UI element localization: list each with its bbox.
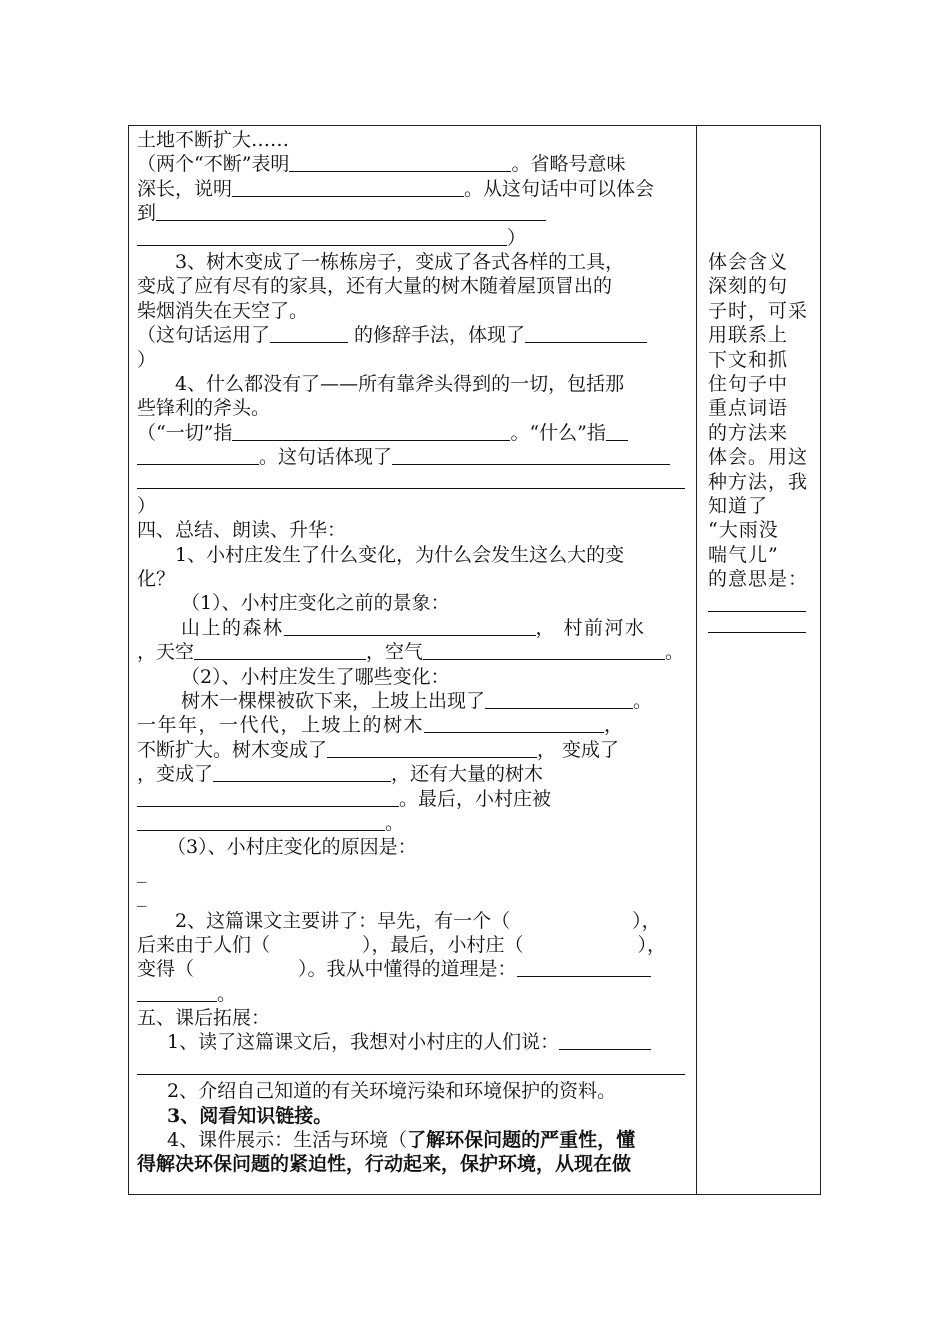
- blank[interactable]: [232, 177, 464, 197]
- side-line: 种方法，我: [708, 470, 809, 493]
- side-line: 住句子中: [708, 372, 789, 395]
- blank[interactable]: [232, 421, 510, 441]
- blank[interactable]: [517, 957, 651, 977]
- question-3: 3、树木变成了一栋栋房子，变成了各式各样的工具，: [175, 250, 625, 273]
- side-line: 知道了: [708, 494, 769, 517]
- fill-line: 到: [137, 201, 693, 225]
- fill-line: 。: [137, 982, 693, 1006]
- side-line: “大雨没: [708, 519, 779, 542]
- blank[interactable]: [137, 469, 685, 489]
- text-line: 柴烟消失在天空了。: [137, 299, 309, 322]
- blank[interactable]: [156, 201, 546, 221]
- fill-line: [137, 469, 693, 493]
- blank[interactable]: [423, 640, 665, 660]
- side-line: 喘气儿”: [708, 543, 779, 566]
- blank-dash: _: [137, 885, 147, 908]
- side-line: 体会含义: [708, 251, 789, 273]
- side-line: 体会。用这: [708, 446, 809, 469]
- blank[interactable]: [270, 323, 348, 343]
- fill-line: ，变成了 ，还有大量的树木: [137, 763, 544, 786]
- side-line: 的方法来: [708, 421, 789, 444]
- text-line: 变成了应有尽有的家具，还有大量的树木随着屋顶冒出的: [137, 275, 613, 298]
- fill-line: 后来由于人们（ ），最后，小村庄（ ），: [137, 933, 667, 956]
- text-line: 3、阅看知识链接。: [167, 1104, 333, 1127]
- blank[interactable]: [284, 616, 536, 636]
- fill-line: ）: [137, 226, 693, 250]
- side-line: 的意思是：: [708, 568, 809, 591]
- fill-line: 不断扩大。树木变成了 ， 变成了: [137, 738, 620, 761]
- blank[interactable]: [289, 152, 511, 172]
- fill-line: 1、读了这篇课文后，我想对小村庄的人们说：: [137, 1030, 693, 1054]
- fill-line: 树木一棵棵被砍下来，上坡上出现了 。: [181, 689, 653, 712]
- side-line: 深刻的句: [708, 275, 789, 298]
- blank[interactable]: [194, 640, 366, 660]
- sub-heading: （3）、小村庄变化的原因是：: [167, 836, 417, 859]
- fill-line: 山上的森林 ， 村前河水: [181, 616, 646, 639]
- section-heading: 五、课后拓展：: [137, 1007, 271, 1030]
- fill-line: （“一切”指 。“什么”指: [137, 421, 693, 445]
- fill-line: 。这句话体现了: [137, 445, 693, 469]
- blank[interactable]: [137, 1055, 685, 1075]
- blank[interactable]: [485, 689, 633, 709]
- blank[interactable]: [525, 323, 647, 343]
- blank[interactable]: [137, 787, 399, 807]
- question-2: 2、这篇课文主要讲了：早先，有一个（ ），: [175, 909, 661, 932]
- sub-heading: （1）、小村庄变化之前的景象：: [181, 592, 450, 615]
- blank[interactable]: [213, 762, 391, 782]
- side-blank[interactable]: [708, 612, 806, 633]
- side-line: 重点词语: [708, 397, 789, 420]
- blank[interactable]: [559, 1030, 651, 1050]
- text-line: 土地不断扩大……: [137, 129, 290, 151]
- blank[interactable]: [137, 445, 259, 465]
- blank[interactable]: [327, 738, 537, 758]
- blank[interactable]: [424, 713, 604, 733]
- fill-line: 深长，说明 。从这句话中可以体会: [137, 177, 655, 200]
- fill-line: [137, 1055, 693, 1079]
- sub-heading: （2）、小村庄发生了哪些变化：: [181, 665, 450, 688]
- text-line: 些锋利的斧头。: [137, 397, 271, 420]
- question-1: 1、小村庄发生了什么变化，为什么会发生这么大的变: [175, 543, 625, 566]
- fill-line: （这句话运用了 的修辞手法，体现了: [137, 323, 693, 347]
- blank[interactable]: [392, 445, 670, 465]
- blank-dash: _: [137, 860, 147, 883]
- fill-line: 变得（ ）。我从中懂得的道理是：: [137, 957, 693, 981]
- text-line: 2、介绍自己知道的有关环境污染和环境保护的资料。: [167, 1080, 617, 1103]
- text-line: ）: [137, 348, 157, 371]
- fill-line: 一年年，一代代，上坡上的树木 ，: [137, 714, 624, 737]
- side-line: 子时，可采: [708, 299, 809, 322]
- text-line: 得解决环保问题的紧迫性，行动起来，保护环境，从现在做: [137, 1153, 632, 1176]
- blank[interactable]: [137, 226, 507, 246]
- blank[interactable]: [137, 982, 217, 1002]
- fill-line: 。: [137, 811, 693, 835]
- side-column: [708, 250, 816, 633]
- text-line: ）: [137, 494, 157, 517]
- question-4: 4、什么都没有了——所有靠斧头得到的一切，包括那: [175, 372, 625, 395]
- text-line: 化？: [137, 568, 176, 591]
- main-column: [137, 128, 693, 1177]
- text-line: 4、课件展示：生活与环境（了解环保问题的严重性，懂: [167, 1129, 636, 1152]
- fill-line: ，天空 ，空气 。: [137, 641, 685, 664]
- side-line: 用联系上: [708, 324, 789, 347]
- blank[interactable]: [606, 421, 628, 441]
- blank[interactable]: [137, 811, 385, 831]
- fill-line: 。最后，小村庄被: [137, 787, 693, 811]
- fill-line: （两个“不断”表明 。省略号意味: [137, 153, 626, 176]
- column-divider: [696, 125, 697, 1195]
- section-heading: 四、总结、朗读、升华：: [137, 519, 347, 542]
- side-blank[interactable]: [708, 591, 806, 612]
- side-line: 下文和抓: [708, 348, 789, 371]
